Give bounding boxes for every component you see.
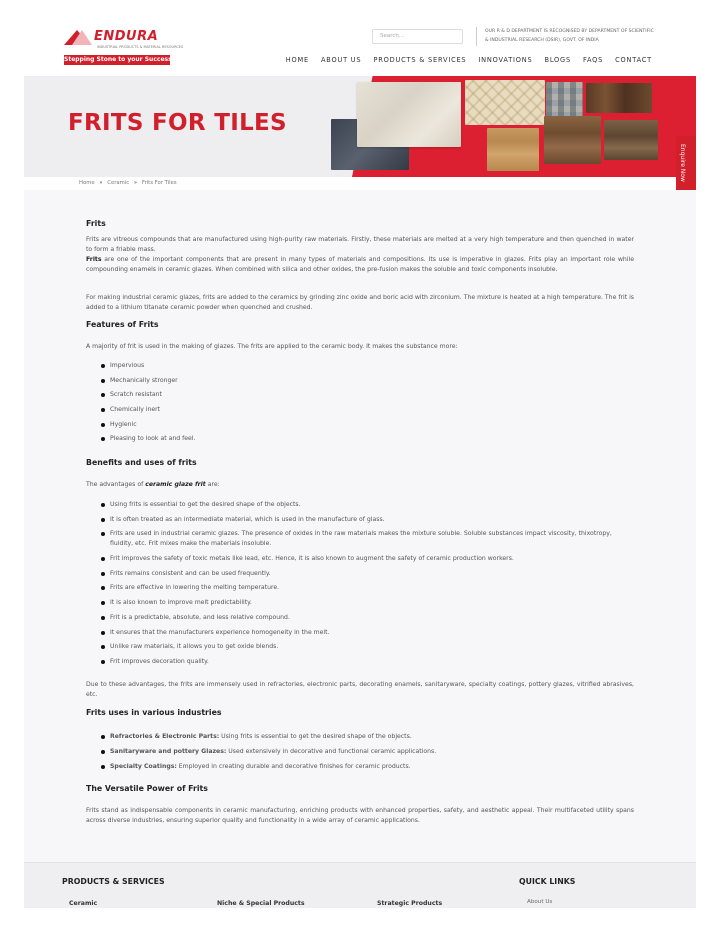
- paragraph-process: For making industrial ceramic glazes, frits are added to the ceramics by grinding zinc oxide and boric acid with zirconium. The mixture is heated at a high temperature. The frit is added to a lithium titanate ceramic powder when quenched and crushed.: [86, 294, 634, 311]
- list-item: Frits remains consistent and can be used frequently.: [86, 569, 634, 579]
- tile-image-brown-wood: [544, 116, 601, 164]
- paragraph-advantages: [86, 480, 634, 490]
- list-item: Scratch resistant: [86, 390, 634, 400]
- list-item: Using frits is essential to get the desired shape of the objects.: [86, 500, 634, 510]
- list-item: Frits are effective in lowering the melting temperature.: [86, 583, 634, 593]
- main-nav: [286, 56, 652, 64]
- breadcrumb-ceramic[interactable]: Ceramic: [107, 180, 130, 186]
- logo-tagline: Stepping Stone to your Success.: [64, 56, 174, 63]
- footer-link-niche-products[interactable]: Niche & Special Products: [217, 900, 305, 907]
- industry-text: Using frits is essential to get the desired shape of the objects.: [221, 733, 412, 740]
- industry-label: Specialty Coatings:: [110, 763, 177, 770]
- list-item: It is also known to improve melt predictability.: [86, 598, 634, 608]
- list-item: Mechanically stronger: [86, 376, 634, 386]
- logo-wordmark: ENDURA: [94, 29, 159, 44]
- breadcrumb-current: Frits For Tiles: [141, 180, 177, 186]
- nav-contact[interactable]: CONTACT: [615, 56, 652, 64]
- list-item: It ensures that the manufacturers experience homogeneity in the melt.: [86, 628, 634, 638]
- breadcrumb-separator: »: [133, 180, 138, 186]
- list-item: [86, 762, 634, 772]
- industries-list: [86, 732, 634, 777]
- benefits-list: [86, 500, 634, 672]
- industry-label: Refractories & Electronic Parts:: [110, 733, 220, 740]
- footer-link-ceramic[interactable]: Ceramic: [69, 900, 98, 907]
- footer-link-about-us[interactable]: About Us: [527, 899, 553, 905]
- features-list: [86, 361, 634, 449]
- list-item: Unlike raw materials, it allows you to get oxide blends.: [86, 642, 634, 652]
- tile-image-dark-wood: [586, 83, 652, 113]
- logo-triangle-accent-icon: [72, 30, 92, 45]
- nav-home[interactable]: HOME: [285, 56, 309, 64]
- tile-image-light-wood: [487, 128, 539, 171]
- paragraph-features-intro: A majority of frit is used in the making of glazes. The frits are applied to the ceramic body. It makes the substance more:: [86, 343, 458, 350]
- heading-benefits: Benefits and uses of frits: [86, 458, 197, 467]
- logo[interactable]: [64, 28, 184, 66]
- advantages-prefix: The advantages of: [86, 481, 144, 488]
- list-item: Impervious: [86, 361, 634, 371]
- industry-label: Sanitaryware and pottery Glazes:: [110, 748, 227, 755]
- enquire-now-button[interactable]: [676, 136, 696, 192]
- header-divider: [476, 27, 477, 46]
- industry-text: Used extensively in decorative and functional ceramic applications.: [228, 748, 437, 755]
- breadcrumb-home[interactable]: Home: [79, 180, 95, 186]
- site-header: [0, 0, 720, 76]
- enquire-now-label: Enquire Now: [679, 144, 686, 182]
- list-item: Frit is a predictable, absolute, and less relative compound.: [86, 613, 634, 623]
- paragraph-importance: [86, 255, 634, 275]
- nav-blogs[interactable]: BLOGS: [544, 56, 571, 64]
- paragraph-intro: Frits are vitreous compounds that are manufactured using high-purity raw materials. Firstly, these materials are melted at a very high temperature and then quenched in water to form a friable mass.: [86, 236, 634, 253]
- list-item: Hygienic: [86, 420, 634, 430]
- heading-frits: Frits: [86, 219, 106, 228]
- list-item: Frits are used in industrial ceramic glazes. The presence of oxides in the raw materials makes the mixture soluble. Soluble substances impact viscosity, thixotropy, fluidity, etc. Frit mixes make the materials insoluble.: [86, 529, 634, 549]
- tile-image-patchwork: [546, 82, 583, 117]
- tile-image-beige-marble: [357, 82, 461, 147]
- rnd-notice: OUR R & D DEPARTMENT IS RECOGNISED BY DEPARTMENT OF SCIENTIFIC & INDUSTRIAL RESEARCH (DSIR), GOVT. OF INDIA: [485, 29, 654, 43]
- logo-subtitle: INDUSTRIAL PRODUCTS & MATERIAL RESOURCES: [97, 45, 184, 49]
- ceramic-glaze-frit-link[interactable]: ceramic glaze frit: [145, 481, 206, 488]
- hero-banner: [24, 76, 696, 177]
- list-item: Frit improves the safety of toxic metals like lead, etc. Hence, it is also known to augment the safety of ceramic production workers.: [86, 554, 634, 564]
- tile-image-walnut-wood: [604, 120, 658, 160]
- list-item: [86, 747, 634, 757]
- paragraph-importance-text: are one of the important components that are present in many types of materials and compositions. Its use is imperative in glazes. Frits play an important role while compounding enamels in ceramic glazes. When combined with silica and other oxides, the pre-fusion makes the soluble and toxic components insoluble.: [86, 256, 634, 273]
- breadcrumb: [79, 180, 177, 186]
- advantages-suffix: are:: [207, 481, 220, 488]
- footer-quick-links-title: QUICK LINKS: [519, 877, 576, 886]
- industry-text: Employed in creating durable and decorative finishes for ceramic products.: [178, 763, 411, 770]
- search-input[interactable]: Search...: [372, 29, 463, 44]
- footer: [24, 862, 696, 908]
- list-item: It is often treated as an intermediate material, which is used in the manufacture of glass.: [86, 515, 634, 525]
- list-item: Frit improves decoration quality.: [86, 657, 634, 667]
- footer-link-strategic-products[interactable]: Strategic Products: [377, 900, 443, 907]
- breadcrumb-separator: »: [99, 180, 103, 186]
- tile-image-pattern: [465, 80, 545, 125]
- list-item: Pleasing to look at and feel.: [86, 434, 634, 444]
- paragraph-conclusion: Frits stand as indispensable components in ceramic manufacturing, enriching products with enhanced properties, safety, and aesthetic appeal. Their multifaceted utility spans across diverse industries, ensuring superior quality and functionality in a wide array of ceramic applications.: [86, 807, 634, 824]
- nav-innovations[interactable]: INNOVATIONS: [478, 56, 533, 64]
- nav-about-us[interactable]: ABOUT US: [320, 56, 362, 64]
- nav-products-services[interactable]: PRODUCTS & SERVICES: [373, 56, 467, 64]
- page-title: FRITS FOR TILES: [68, 110, 287, 136]
- heading-industries: Frits uses in various industries: [86, 708, 222, 717]
- paragraph-applications: Due to these advantages, the frits are immensely used in refractories, electronic parts, decorating enamels, sanitaryware, specialty coatings, pottery glazes, vitrified abrasives, etc.: [86, 681, 634, 698]
- list-item: Chemically inert: [86, 405, 634, 415]
- frits-bold-label: Frits: [86, 256, 102, 263]
- footer-products-title: PRODUCTS & SERVICES: [62, 877, 165, 886]
- list-item: [86, 732, 634, 742]
- heading-versatile-power: The Versatile Power of Frits: [86, 784, 208, 793]
- nav-faqs[interactable]: FAQS: [582, 56, 604, 64]
- heading-features: Features of Frits: [86, 320, 159, 329]
